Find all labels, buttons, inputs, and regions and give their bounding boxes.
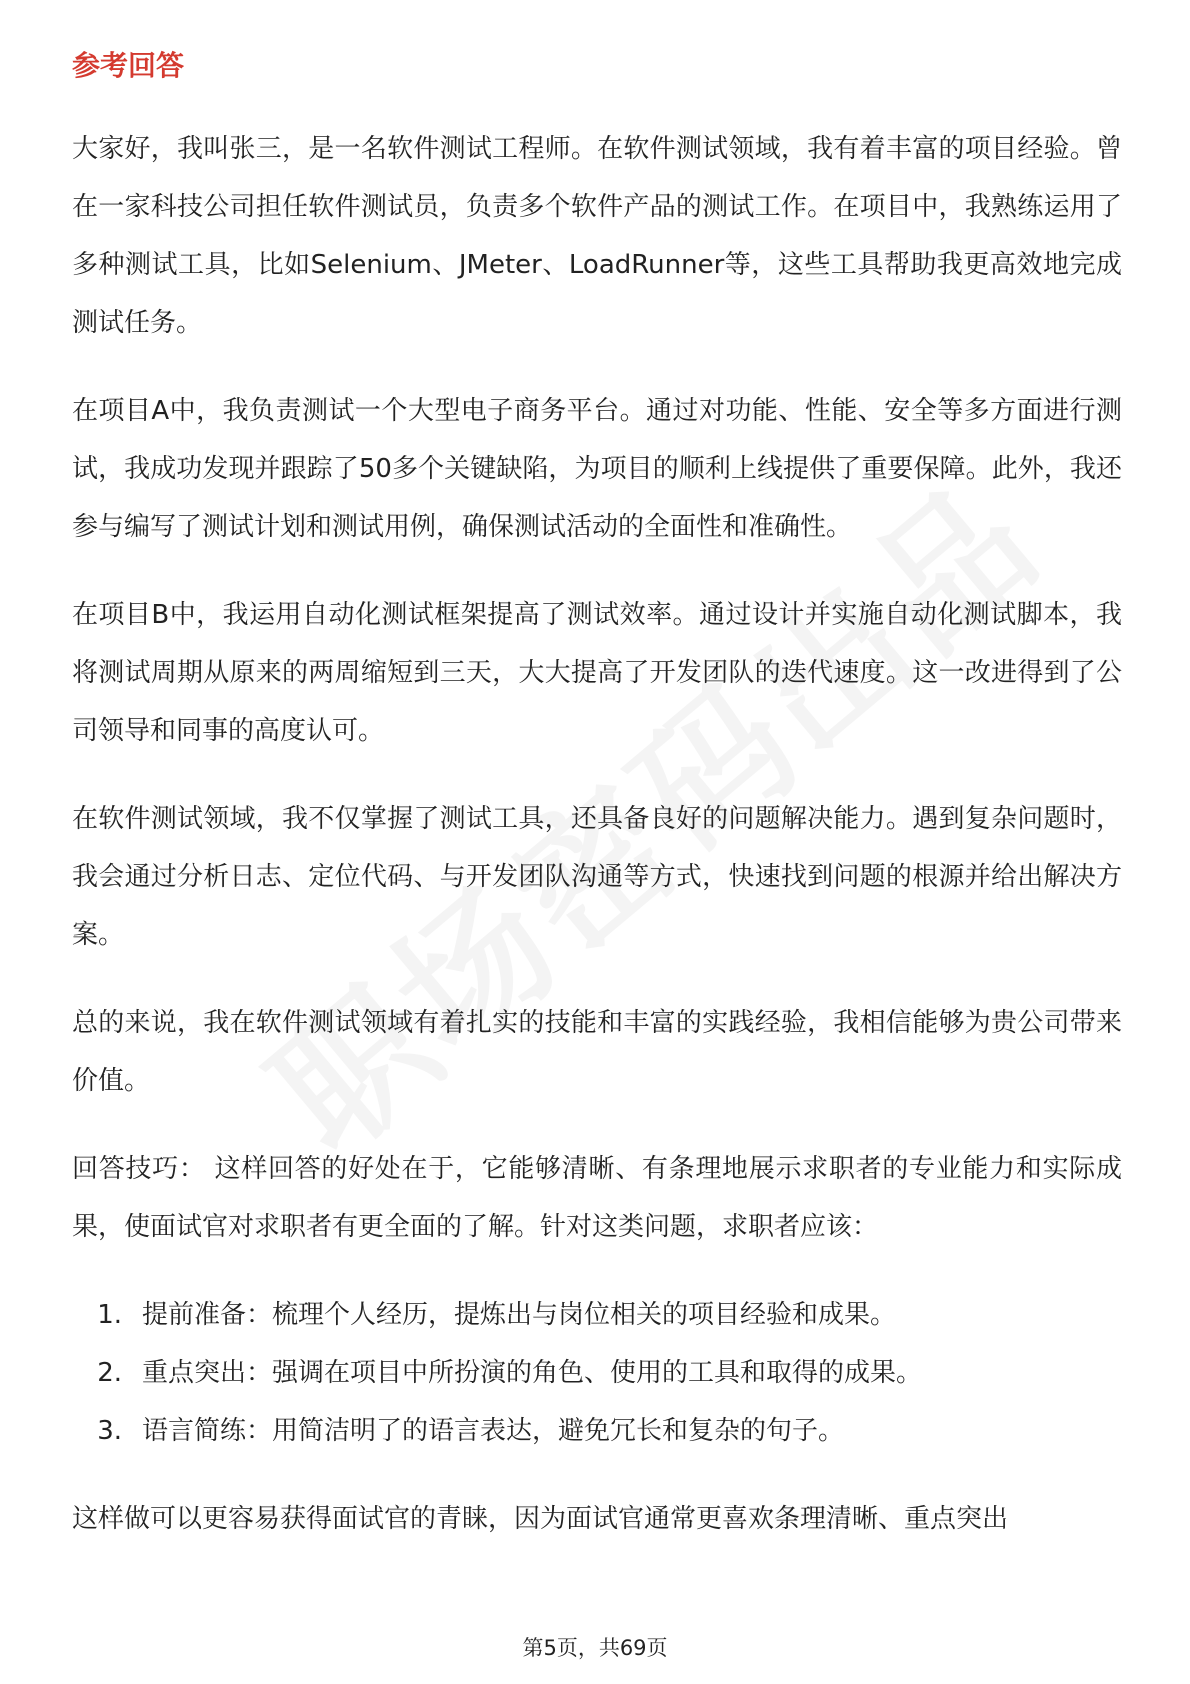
page-footer: 第5页，共69页: [522, 1636, 668, 1660]
list-item-number: 1.: [97, 1300, 122, 1330]
paragraph-project-a: 在项目A中，我负责测试一个大型电子商务平台。通过对功能、性能、安全等多方面进行测试，我成功发现并跟踪了50多个关键缺陷，为项目的顺利上线提供了重要保障。此外，我还参与编写了测试计划和测试用例，确保测试活动的全面性和准确性。: [72, 396, 1122, 542]
list-item: [72, 1286, 1122, 1344]
paragraph-closing: 这样做可以更容易获得面试官的青睐，因为面试官通常更喜欢条理清晰、重点突出: [72, 1504, 1009, 1534]
list-item-text: 提前准备：梳理个人经历，提炼出与岗位相关的项目经验和成果。: [142, 1300, 897, 1330]
list-item-number: 3.: [97, 1416, 122, 1446]
list-item-text: 重点突出：强调在项目中所扮演的角色、使用的工具和取得的成果。: [142, 1358, 923, 1388]
paragraph-problem-solving: 在软件测试领域，我不仅掌握了测试工具，还具备良好的问题解决能力。遇到复杂问题时，我会通过分析日志、定位代码、与开发团队沟通等方式，快速找到问题的根源并给出解决方案。: [72, 804, 1122, 950]
list-item: [72, 1344, 1122, 1402]
section-title: 参考回答: [72, 49, 185, 82]
document-body: [72, 46, 1122, 1578]
paragraph-intro: 大家好，我叫张三，是一名软件测试工程师。在软件测试领域，我有着丰富的项目经验。曾在一家科技公司担任软件测试员，负责多个软件产品的测试工作。在项目中，我熟练运用了多种测试工具，比如Selenium、JMeter、LoadRunner等，这些工具帮助我更高效地完成测试任务。: [72, 134, 1122, 338]
tips-list: [72, 1286, 1122, 1460]
list-item-text: 语言简练：用简洁明了的语言表达，避免冗长和复杂的句子。: [142, 1416, 845, 1446]
list-item: [72, 1402, 1122, 1460]
paragraph-project-b: 在项目B中，我运用自动化测试框架提高了测试效率。通过设计并实施自动化测试脚本，我将测试周期从原来的两周缩短到三天，大大提高了开发团队的迭代速度。这一改进得到了公司领导和同事的高度认可。: [72, 600, 1122, 746]
paragraph-answer-tips: 回答技巧： 这样回答的好处在于，它能够清晰、有条理地展示求职者的专业能力和实际成果，使面试官对求职者有更全面的了解。针对这类问题，求职者应该：: [72, 1154, 1122, 1242]
list-item-number: 2.: [97, 1358, 122, 1388]
paragraph-summary: 总的来说，我在软件测试领域有着扎实的技能和丰富的实践经验，我相信能够为贵公司带来价值。: [72, 1008, 1122, 1096]
